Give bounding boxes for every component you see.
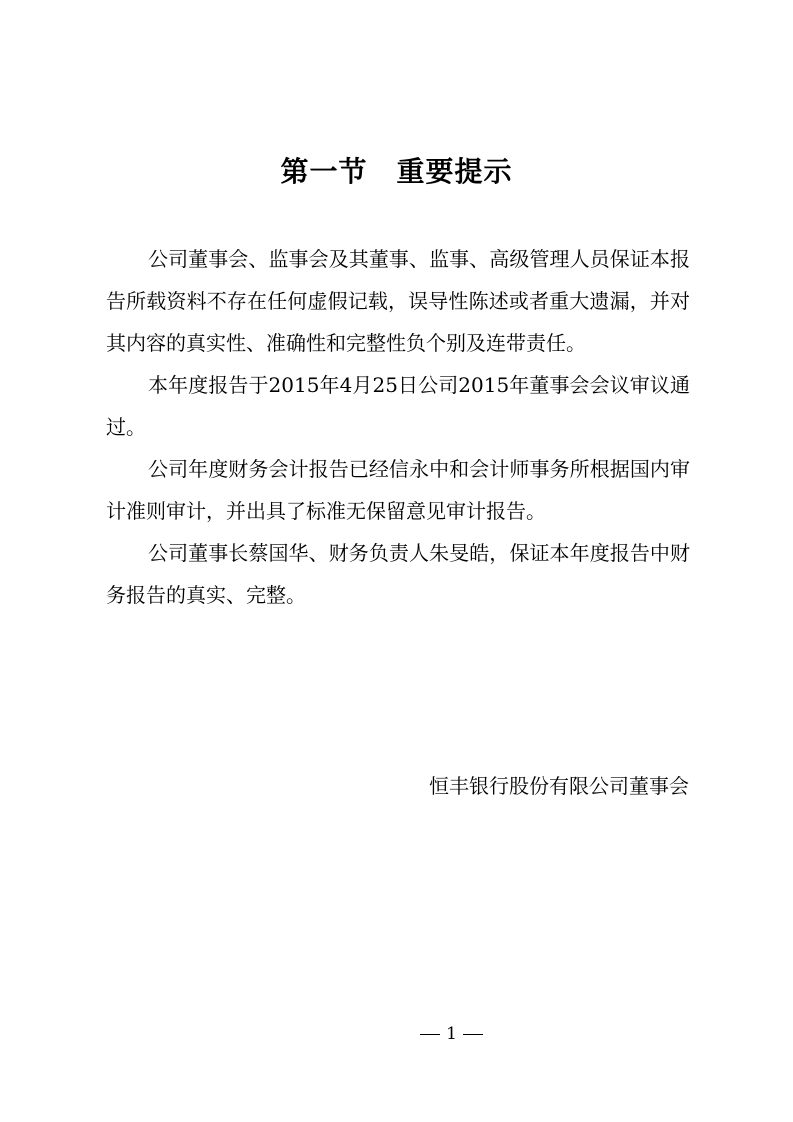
body-text (106, 238, 690, 616)
signature: 恒丰银行股份有限公司董事会 (429, 774, 689, 798)
page-number-value: 1 (446, 1024, 457, 1044)
paragraph-approval: 本年度报告于2015年4月25日公司2015年董事会会议审议通过。 (106, 373, 690, 439)
dash-left (420, 1034, 440, 1035)
paragraph-audit: 公司年度财务会计报告已经信永中和会计师事务所根据国内审计准则审计，并出具了标准无保留意见审计报告。 (106, 457, 690, 523)
paragraph-financial-assurance: 公司董事长蔡国华、财务负责人朱旻皓，保证本年度报告中财务报告的真实、完整。 (106, 541, 690, 607)
paragraph-responsibility: 公司董事会、监事会及其董事、监事、高级管理人员保证本报告所载资料不存在任何虚假记载，误导性陈述或者重大遗漏，并对其内容的真实性、准确性和完整性负个别及连带责任。 (106, 247, 690, 355)
page-title: 第一节 重要提示 (280, 155, 513, 188)
page-number (0, 1024, 793, 1044)
dash-right (463, 1034, 483, 1035)
